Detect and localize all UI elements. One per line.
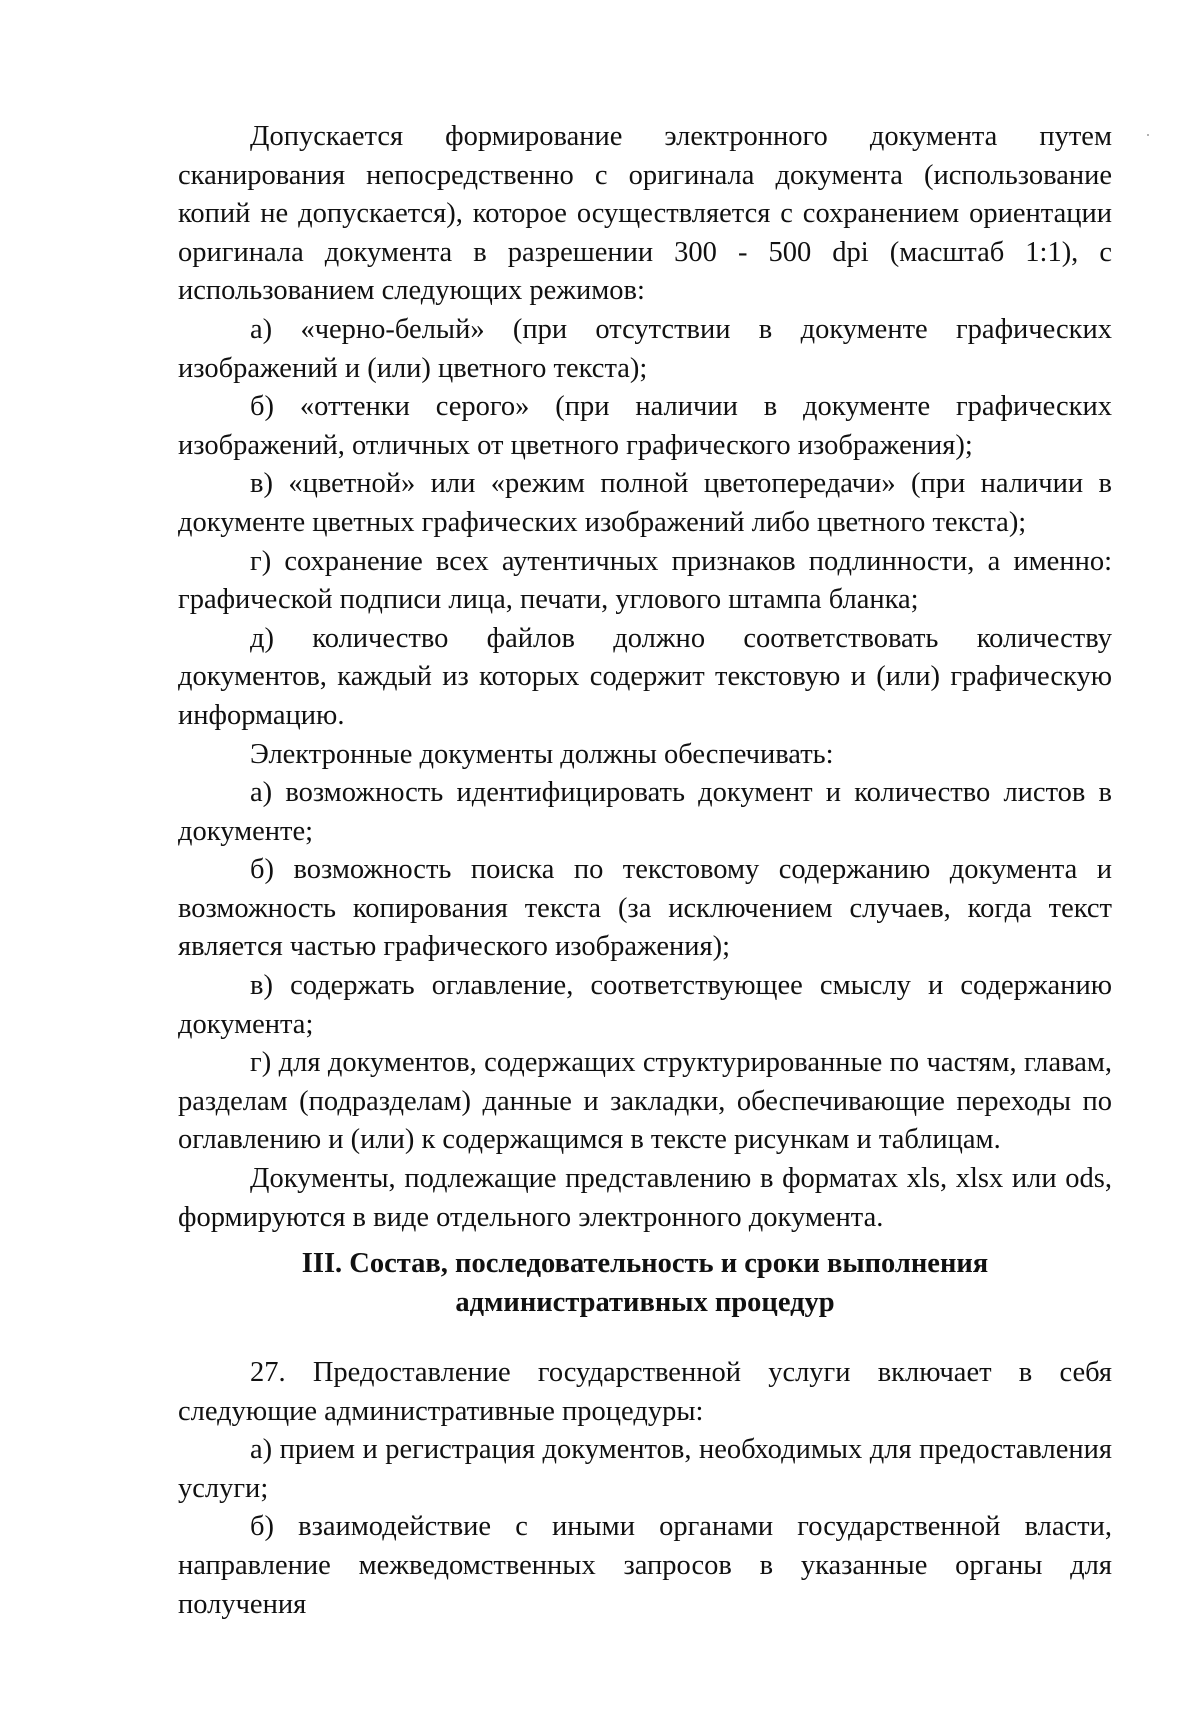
scan-speck bbox=[1147, 134, 1149, 136]
paragraph-scanning-rules: Допускается формирование электронного документа путем сканирования непосредственно с оригинала документа (использование копий не допускается), которое осуществляется с сохранением ориентации оригинала документа в разрешении 300 - 500 dpi (масштаб 1:1), с использованием следующих режимов: bbox=[178, 121, 1112, 307]
paragraph-identify-document: а) возможность идентифицировать документ и количество листов в документе; bbox=[178, 777, 1112, 847]
section-heading: III. Состав, последовательность и сроки выполнения административных процедур bbox=[301, 1248, 989, 1318]
paragraph-mode-color: в) «цветной» или «режим полной цветопередачи» (при наличии в документе цветных графических изображений либо цветного текста); bbox=[178, 468, 1112, 538]
paragraph-authenticity: г) сохранение всех аутентичных признаков подлинности, а именно: графической подписи лица, печати, углового штампа бланка; bbox=[178, 545, 1112, 616]
paragraph-table-of-contents: в) содержать оглавление, соответствующее смыслу и содержанию документа; bbox=[178, 970, 1112, 1040]
paragraph-spreadsheet-formats: Документы, подлежащие представлению в форматах xls, xlsx или ods, формируются в виде отдельного электронного документа. bbox=[178, 1163, 1112, 1233]
document-body bbox=[178, 118, 1112, 1237]
paragraph-requirements-intro: Электронные документы должны обеспечивать: bbox=[250, 738, 834, 770]
paragraph-file-count: д) количество файлов должно соответствовать количеству документов, каждый из которых содержит текстовую и (или) графическую информацию. bbox=[178, 622, 1112, 731]
paragraph-mode-grayscale: б) «оттенки серого» (при наличии в документе графических изображений, отличных от цветного графического изображения); bbox=[178, 391, 1112, 461]
paragraph-procedure-interaction: б) взаимодействие с иными органами государственной власти, направление межведомственных запросов в указанные органы для получения bbox=[178, 1511, 1112, 1620]
paragraph-bookmarks: г) для документов, содержащих структурированные по частям, главам, разделам (подразделам) данные и закладки, обеспечивающие переходы по оглавлению и (или) к содержащимся в тексте рисункам и таблицам. bbox=[178, 1047, 1112, 1156]
document-body-continued bbox=[178, 1354, 1112, 1624]
paragraph-text-search: б) возможность поиска по текстовому содержанию документа и возможность копирования текста (за исключением случаев, когда текст является частью графического изображения); bbox=[178, 854, 1112, 963]
paragraph-procedures-intro: 27. Предоставление государственной услуги включает в себя следующие административные процедуры: bbox=[178, 1357, 1112, 1427]
paragraph-procedure-reception: а) прием и регистрация документов, необходимых для предоставления услуги; bbox=[178, 1434, 1112, 1504]
paragraph-mode-black-white: а) «черно-белый» (при отсутствии в документе графических изображений и (или) цветного текста); bbox=[178, 313, 1112, 384]
